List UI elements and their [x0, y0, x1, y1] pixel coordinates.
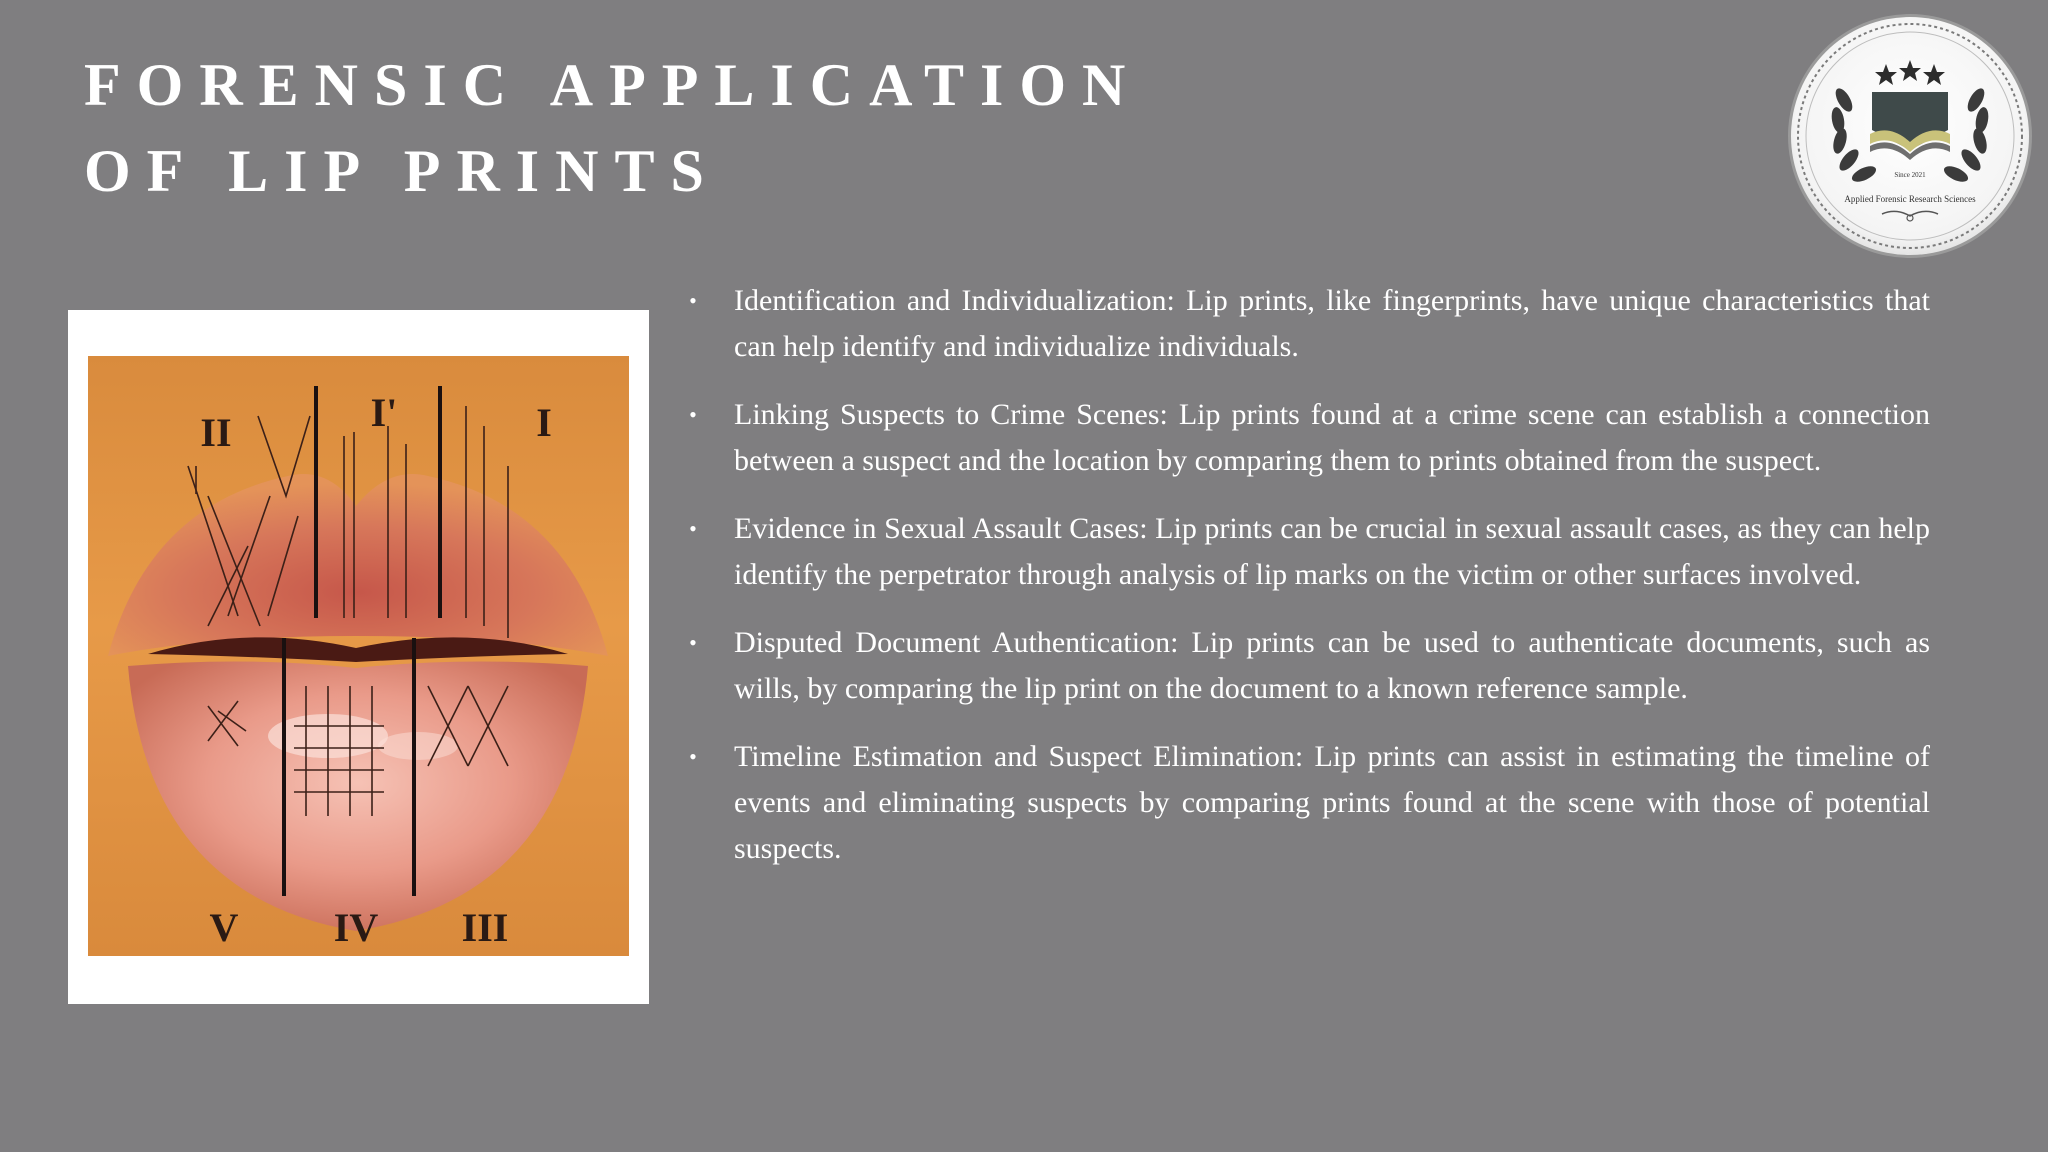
bullet-icon: • [689, 744, 697, 769]
bullet-sexual-assault-evidence [686, 506, 1930, 598]
bullet-text: Disputed Document Authentication: Lip prints can be used to authenticate documents, such as wills, by comparing the lip print on the document to a known reference sample. [734, 626, 1930, 705]
seal-text-top: Since 2021 [1894, 171, 1926, 179]
slide-title-line-1: FORENSIC APPLICATION [84, 52, 1142, 118]
application-bullet-list [686, 278, 1930, 894]
institution-seal-icon [1786, 12, 2034, 260]
label-quadrant-ii: II [200, 410, 232, 455]
label-quadrant-i: I [536, 400, 552, 445]
label-quadrant-iii: III [461, 905, 509, 950]
slide-title [84, 42, 1141, 214]
label-quadrant-iv: IV [333, 905, 379, 950]
lip-print-classification-image [88, 356, 629, 956]
bullet-icon: • [689, 402, 697, 427]
slide-title-line-2: OF LIP PRINTS [84, 138, 720, 204]
bullet-text: Evidence in Sexual Assault Cases: Lip prints can be crucial in sexual assault cases, as they can help identify the perpetrator through analysis of lip marks on the victim or other surfaces involved. [734, 512, 1930, 591]
bullet-icon: • [689, 288, 697, 313]
bullet-text: Identification and Individualization: Lip prints, like fingerprints, have unique characteristics that can help identify and individualize individuals. [734, 284, 1930, 363]
bullet-text: Timeline Estimation and Suspect Elimination: Lip prints can assist in estimating the timeline of events and eliminating suspects by comparing prints found at the scene with those of potential suspects. [734, 740, 1930, 865]
label-quadrant-v: V [209, 905, 239, 950]
bullet-identification [686, 278, 1930, 370]
label-quadrant-i-prime: I' [370, 390, 398, 435]
bullet-timeline-estimation [686, 734, 1930, 872]
bullet-text: Linking Suspects to Crime Scenes: Lip prints found at a crime scene can establish a connection between a suspect and the location by comparing them to prints obtained from the suspect. [734, 398, 1930, 477]
seal-text-bottom: Applied Forensic Research Sciences [1844, 194, 1976, 204]
bullet-icon: • [689, 516, 697, 541]
bullet-document-authentication [686, 620, 1930, 712]
bullet-icon: • [689, 630, 697, 655]
bullet-linking-suspects [686, 392, 1930, 484]
lip-print-image-card [68, 310, 649, 1004]
